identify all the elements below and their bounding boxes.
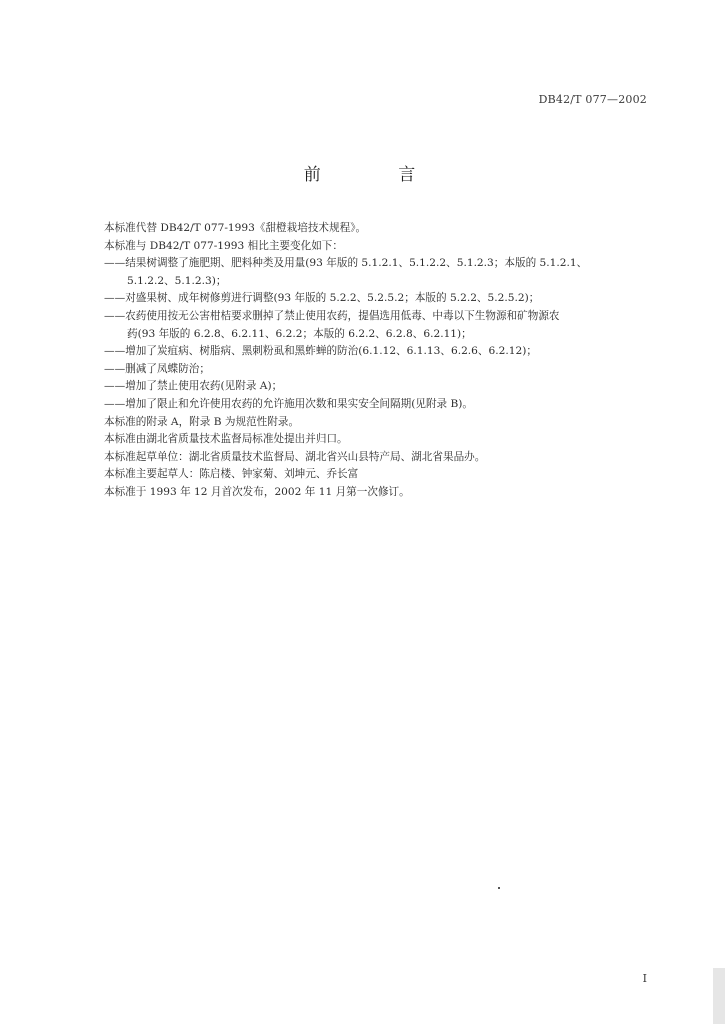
change-item: ——对盛果树、成年树修剪进行调整(93 年版的 5.2.2、5.2.5.2；本版的 5.2.2、5.2.5.2)； bbox=[104, 292, 540, 305]
paragraph-line: 本标准的附录 A，附录 B 为规范性附录。 bbox=[104, 415, 300, 428]
paragraph-line: 本标准与 DB42/T 077-1993 相比主要变化如下： bbox=[104, 239, 343, 252]
scan-edge-shadow bbox=[713, 968, 725, 1024]
preface-body bbox=[104, 220, 654, 502]
paragraph-line: 本标准起草单位：湖北省质量技术监督局、湖北省兴山县特产局、湖北省果品办。 bbox=[104, 450, 486, 463]
change-item: ——增加了限止和允许使用农药的允许施用次数和果实安全间隔期(见附录 B)。 bbox=[104, 397, 474, 410]
scan-speck bbox=[498, 887, 500, 889]
change-item-continuation: 5.1.2.2、5.1.2.3)； bbox=[127, 274, 227, 287]
change-item: ——删减了凤蝶防治； bbox=[104, 362, 210, 375]
paragraph-line: 本标准主要起草人：陈启楼、钟家菊、刘坤元、乔长富 bbox=[104, 468, 359, 481]
change-item: ——增加了禁止使用农药(见附录 A)； bbox=[104, 380, 283, 393]
paragraph-line: 本标准由湖北省质量技术监督局标准处提出并归口。 bbox=[104, 433, 348, 446]
page-number: I bbox=[642, 972, 647, 985]
change-item-continuation: 药(93 年版的 6.2.8、6.2.11、6.2.2；本版的 6.2.2、6.2.8、6.2.11)； bbox=[127, 327, 472, 340]
paragraph-line: 本标准代替 DB42/T 077-1993《甜橙栽培技术规程》。 bbox=[104, 222, 367, 234]
change-item: ——增加了炭疽病、树脂病、黑刺粉虱和黑蚱蝉的防治(6.1.12、6.1.13、6.2.6、6.2.12)； bbox=[104, 345, 537, 358]
change-item: ——结果树调整了施肥期、肥料种类及用量(93 年版的 5.1.2.1、5.1.2.2、5.1.2.3；本版的 5.1.2.1、 bbox=[104, 257, 588, 270]
document-code: DB42/T 077—2002 bbox=[538, 93, 647, 106]
change-item: ——农药使用按无公害柑桔要求删掉了禁止使用农药，提倡选用低毒、中毒以下生物源和矿物源农 bbox=[104, 309, 560, 322]
paragraph-line: 本标准于 1993 年 12 月首次发布，2002 年 11 月第一次修订。 bbox=[104, 485, 410, 498]
page-title: 前 言 bbox=[303, 165, 452, 185]
